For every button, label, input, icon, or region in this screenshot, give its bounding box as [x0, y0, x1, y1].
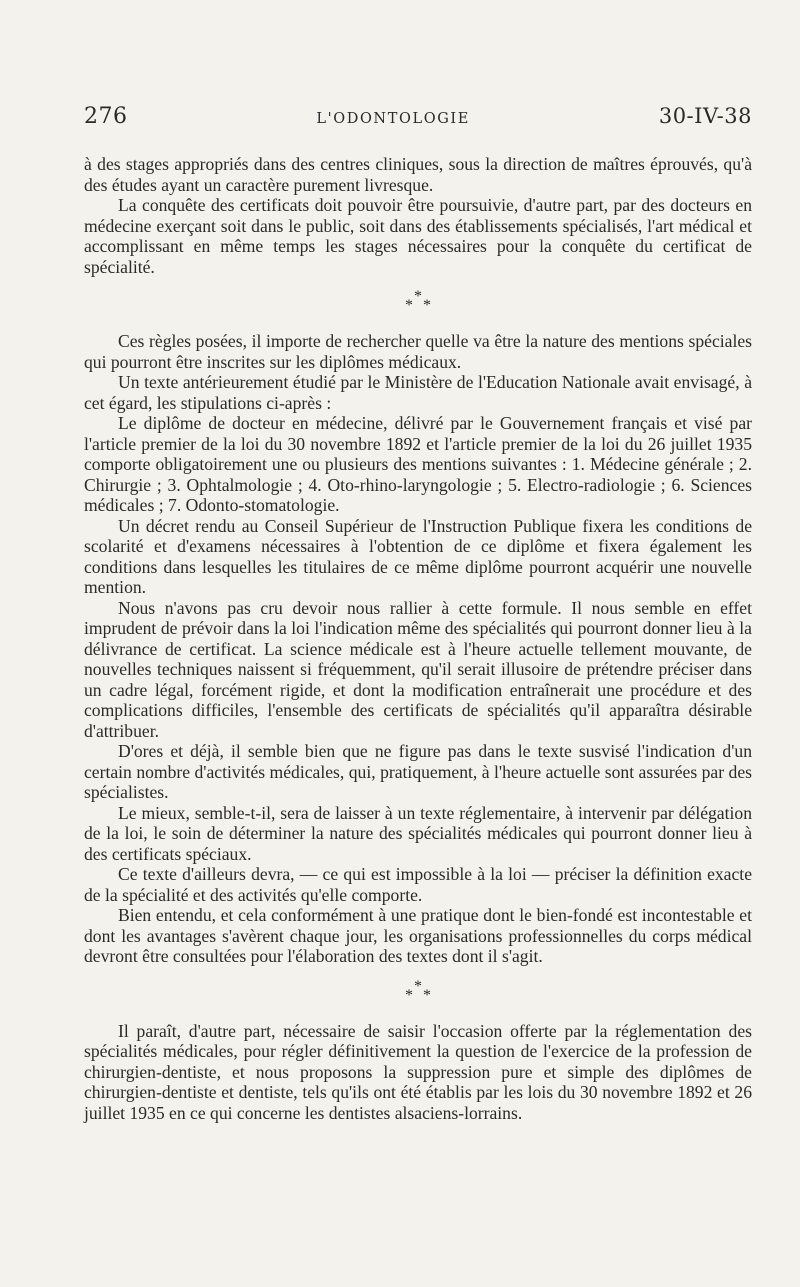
- separator-star: *: [414, 977, 422, 995]
- paragraph: Un texte antérieurement étudié par le Ministère de l'Education Nationale avait envisagé, à cet égard, les stipulations ci-après :: [84, 372, 752, 413]
- page-number: 276: [84, 104, 128, 129]
- paragraph: D'ores et déjà, il semble bien que ne figure pas dans le texte susvisé l'indication d'un certain nombre d'activités médicales, qui, pratiquement, à l'heure actuelle sont assurées par des spécialistes.: [84, 741, 752, 802]
- section-separator: [84, 281, 752, 327]
- paragraph: La conquête des certificats doit pouvoir être poursuivie, d'autre part, par des docteurs en médecine exerçant soit dans le public, soit dans des établissements spécialisés, l'art médical et accomplissant en même temps les stages nécessaires pour la conquête du certificat de spécialité.: [84, 195, 752, 277]
- paragraph: Bien entendu, et cela conformément à une pratique dont le bien-fondé est incontestable et dont les avantages s'avèrent chaque jour, les organisations professionnelles du corps médical devront être consultées pour l'élaboration des textes dont il s'agit.: [84, 905, 752, 966]
- paragraph: Le diplôme de docteur en médecine, délivré par le Gouvernement français et visé par l'article premier de la loi du 30 novembre 1892 et l'article premier de la loi du 26 juillet 1935 comporte obligatoirement une ou plusieurs des mentions suivantes : 1. Médecine générale ; 2. Chirurgie ; 3. Ophtalmologie ; 4. Oto-rhino-laryngologie ; 5. Electro-radiologie ; 6. Sciences médicales ; 7. Odonto-stomatologie.: [84, 413, 752, 515]
- separator-star: *: [405, 297, 413, 314]
- paragraph: Nous n'avons pas cru devoir nous rallier à cette formule. Il nous semble en effet imprudent de prévoir dans la loi l'indication même des spécialités qui pourront donner lieu à la délivrance de certificat. La science médicale est à l'heure actuelle tellement mouvante, de nouvelles techniques naissent si fréquemment, qu'il serait illusoire de prétendre préciser dans un cadre légal, forcément rigide, et dont la modification entraînerait une procédure et des complications difficiles, l'ensemble des certificats de spécialités qu'il apparaîtra désirable d'attribuer.: [84, 597, 752, 741]
- section-separator: [84, 971, 752, 1017]
- paragraph: Le mieux, semble-t-il, sera de laisser à un texte réglementaire, à intervenir par délégation de la loi, le soin de déterminer la nature des spécialités médicales qui pourront donner lieu à des certificats spéciaux.: [84, 802, 752, 864]
- separator-star: *: [414, 288, 422, 305]
- paragraph: Un décret rendu au Conseil Supérieur de l'Instruction Publique fixera les conditions de scolarité et d'examens nécessaires à l'obtention de ce diplôme et fixera également les conditions dans lesquelles les titulaires de ce même diplôme pourront acquérir une nouvelle mention.: [84, 515, 752, 597]
- paragraph: Ce texte d'ailleurs devra, — ce qui est impossible à la loi — préciser la définition exacte de la spécialité et des activités qu'elle comporte.: [84, 864, 752, 905]
- separator-star: *: [423, 297, 431, 314]
- paragraph: à des stages appropriés dans des centres cliniques, sous la direction de maîtres éprouvés, qu'à des études ayant un caractère purement livresque.: [84, 154, 752, 195]
- separator-star: *: [423, 986, 431, 1004]
- journal-title: L'ODONTOLOGIE: [316, 111, 470, 127]
- issue-date: 30-IV-38: [658, 104, 752, 128]
- paragraph: Ces règles posées, il importe de rechercher quelle va être la nature des mentions spéciales qui pourront être inscrites sur les diplômes médicaux.: [84, 331, 752, 372]
- running-header: [84, 104, 752, 144]
- separator-star: *: [405, 986, 413, 1004]
- document-page: [84, 104, 752, 1123]
- article-body: [84, 154, 752, 1123]
- paragraph: Il paraît, d'autre part, nécessaire de saisir l'occasion offerte par la réglementation des spécialités médicales, pour régler définitivement la question de l'exercice de la profession de chirurgien-dentiste, et nous proposons la suppression pure et simple des diplômes de chirurgien-dentiste et dentiste, tels qu'ils ont été établis par les lois du 30 novembre 1892 et 26 juillet 1935 en ce qui concerne les dentistes alsaciens-lorrains.: [84, 1020, 752, 1123]
